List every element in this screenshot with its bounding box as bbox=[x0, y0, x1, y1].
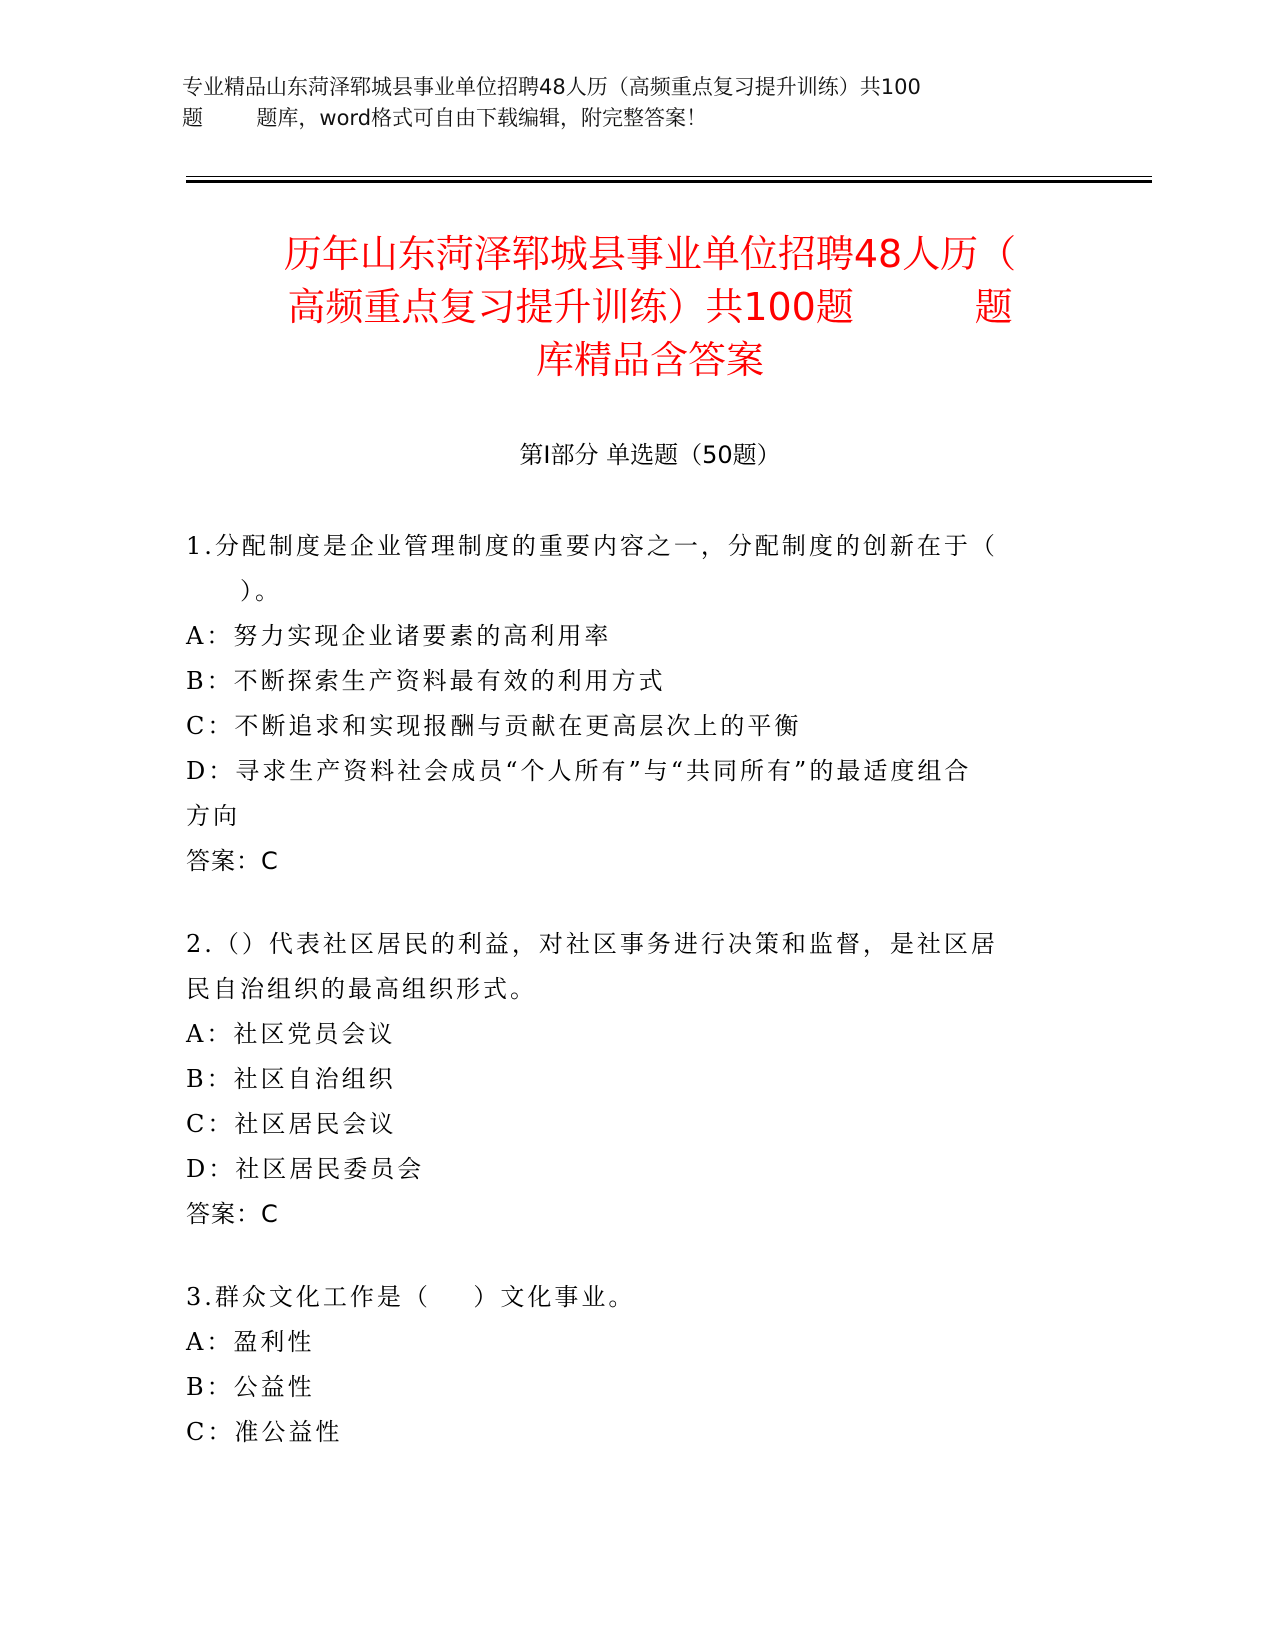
question-list bbox=[186, 524, 1086, 1493]
option-d: D：寻求生产资料社会成员“个人所有”与“共同所有”的最适度组合 bbox=[186, 757, 972, 785]
document-title bbox=[180, 228, 1120, 387]
title-line-1: 历年山东菏泽郓城县事业单位招聘48人历（ bbox=[283, 232, 1017, 276]
header-line-2: 题 题库，word格式可自由下载编辑，附完整答案！ bbox=[182, 106, 708, 130]
page-header bbox=[182, 72, 1062, 134]
option-c: C：准公益性 bbox=[186, 1418, 343, 1446]
question-2 bbox=[186, 922, 1086, 1237]
option-b: B：社区自治组织 bbox=[186, 1065, 396, 1093]
option-c: C：不断追求和实现报酬与贡献在更高层次上的平衡 bbox=[186, 712, 802, 740]
option-b: B：不断探索生产资料最有效的利用方式 bbox=[186, 667, 666, 695]
question-stem: 2.（）代表社区居民的利益，对社区事务进行决策和监督，是社区居 bbox=[186, 930, 998, 958]
header-divider-thick bbox=[186, 180, 1152, 183]
question-stem: 3.群众文化工作是（ ）文化事业。 bbox=[186, 1283, 636, 1311]
header-line-1: 专业精品山东菏泽郓城县事业单位招聘48人历（高频重点复习提升训练）共100 bbox=[182, 75, 921, 99]
option-b: B：公益性 bbox=[186, 1373, 315, 1401]
option-a: A：努力实现企业诸要素的高利用率 bbox=[186, 622, 612, 650]
question-stem: 1.分配制度是企业管理制度的重要内容之一，分配制度的创新在于（ bbox=[186, 532, 998, 560]
question-1 bbox=[186, 524, 1086, 884]
answer: 答案：C bbox=[186, 847, 279, 875]
option-a: A：盈利性 bbox=[186, 1328, 315, 1356]
option-c: C：社区居民会议 bbox=[186, 1110, 397, 1138]
option-d: D：社区居民委员会 bbox=[186, 1155, 425, 1183]
section-heading: 第Ⅰ部分 单选题（50题） bbox=[519, 441, 781, 469]
answer: 答案：C bbox=[186, 1200, 279, 1228]
question-3 bbox=[186, 1275, 1086, 1455]
option-a: A：社区党员会议 bbox=[186, 1020, 396, 1048]
question-stem-continued: ）。 bbox=[240, 577, 282, 605]
question-stem-continued: 民自治组织的最高组织形式。 bbox=[186, 975, 537, 1003]
title-line-3: 库精品含答案 bbox=[535, 338, 764, 382]
header-divider-thin bbox=[186, 176, 1152, 177]
option-d-continued: 方向 bbox=[186, 802, 240, 830]
title-line-2: 高频重点复习提升训练）共100题 题 bbox=[287, 285, 1013, 329]
